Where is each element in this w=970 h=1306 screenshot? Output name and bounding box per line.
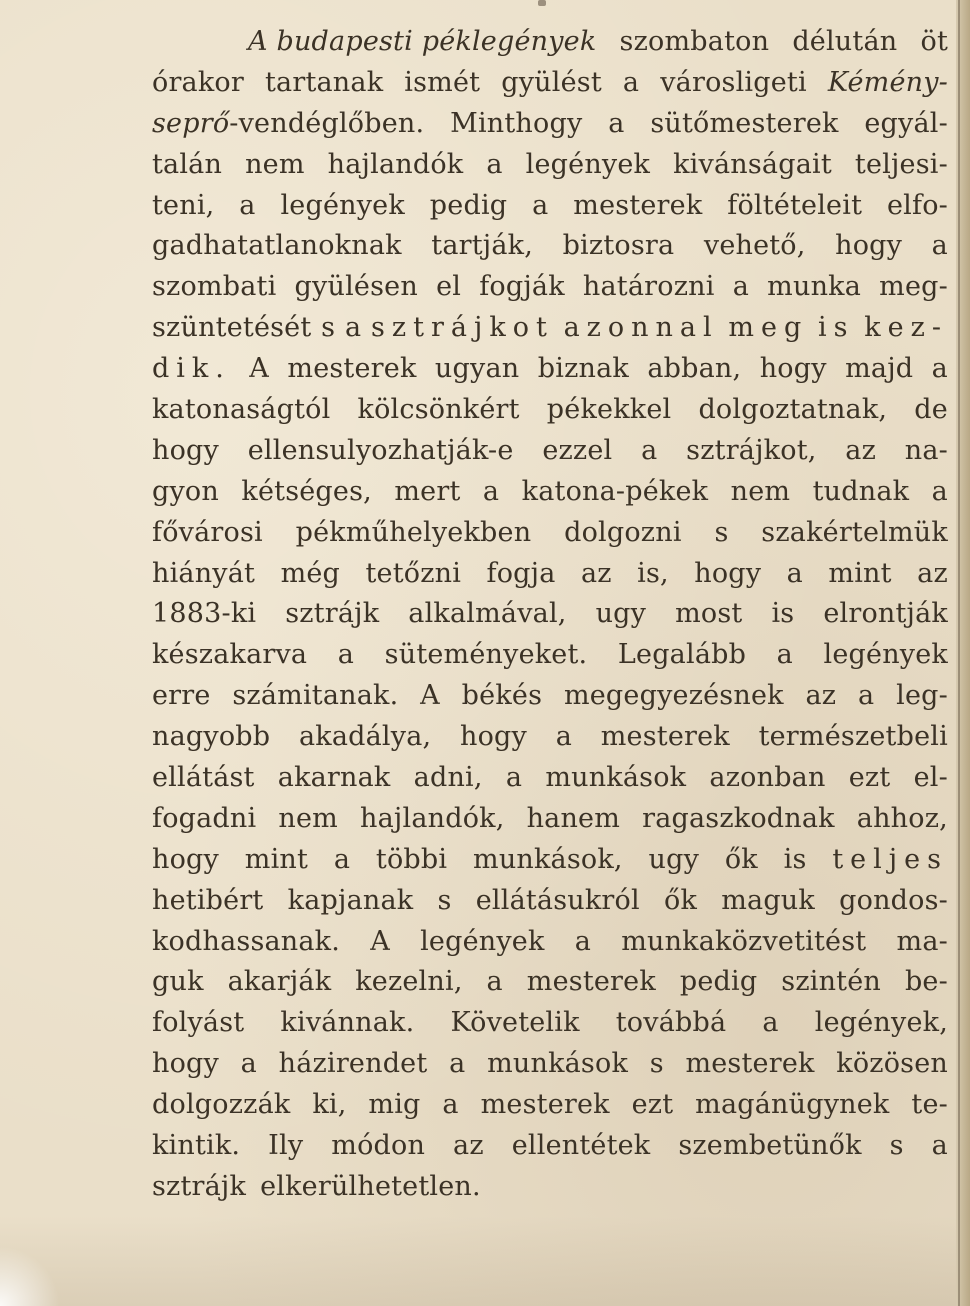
paper-highlight bbox=[0, 1246, 60, 1306]
word: s bbox=[889, 1130, 904, 1162]
text-line bbox=[152, 635, 948, 676]
word: ezt bbox=[631, 1089, 674, 1121]
word: ismét bbox=[404, 66, 481, 98]
word: az bbox=[580, 557, 612, 589]
word: ma- bbox=[896, 925, 948, 957]
text-line bbox=[152, 594, 948, 635]
word: a bbox=[486, 966, 503, 998]
word: egyál- bbox=[864, 107, 948, 139]
word: Követelik bbox=[450, 1007, 580, 1039]
text-line bbox=[152, 1126, 948, 1167]
word: leg- bbox=[896, 680, 948, 712]
word: közösen bbox=[836, 1048, 948, 1080]
word: ezzel bbox=[542, 434, 613, 466]
word: vehető, bbox=[703, 230, 806, 262]
word: mesterek bbox=[685, 1048, 815, 1080]
word: az bbox=[845, 434, 877, 466]
word: hiányát bbox=[152, 557, 256, 589]
word: békés bbox=[461, 680, 543, 712]
paper-shadow bbox=[0, 1216, 970, 1306]
word: a bbox=[574, 925, 592, 957]
word: szombaton bbox=[619, 26, 770, 57]
text-line bbox=[152, 676, 948, 717]
word: dolgozni bbox=[564, 516, 682, 548]
text-line bbox=[152, 186, 948, 227]
word: a bbox=[505, 762, 523, 794]
word: s bbox=[321, 312, 336, 344]
word: ellentétek bbox=[511, 1130, 651, 1162]
word: a bbox=[931, 230, 948, 262]
word: hogy bbox=[759, 353, 827, 385]
word: gadhatatlanoknak bbox=[152, 230, 402, 262]
word: tetőzni bbox=[365, 557, 462, 589]
text-line bbox=[152, 1167, 948, 1208]
word: ragaszkodnak bbox=[642, 802, 835, 834]
spaced-word: azonnal bbox=[563, 312, 719, 344]
word: mig bbox=[368, 1089, 421, 1121]
word: s bbox=[714, 516, 729, 548]
word: tartják, bbox=[431, 230, 534, 262]
word: munkások, bbox=[473, 843, 623, 875]
word: hogy bbox=[460, 721, 527, 753]
word: el bbox=[436, 271, 462, 303]
word: munkások bbox=[487, 1048, 629, 1080]
text-line bbox=[152, 513, 948, 554]
spaced-word: meg bbox=[728, 312, 809, 344]
word: biztosra bbox=[562, 230, 675, 262]
word: a bbox=[449, 1048, 466, 1080]
word: a bbox=[486, 148, 503, 180]
ink-speck bbox=[538, 0, 546, 6]
word: sztrájkot, bbox=[686, 434, 817, 466]
spaced-word: is bbox=[818, 312, 855, 344]
text-line bbox=[152, 63, 948, 104]
text-line bbox=[152, 390, 948, 431]
text-line bbox=[152, 922, 948, 963]
word-with-suffix bbox=[152, 104, 424, 145]
text-line bbox=[152, 22, 948, 63]
word: délután bbox=[792, 26, 898, 57]
word: föltételeit bbox=[727, 189, 863, 221]
word: ki, bbox=[312, 1089, 347, 1121]
word: s bbox=[437, 884, 452, 916]
word: fogják bbox=[479, 271, 565, 303]
text-line bbox=[152, 226, 948, 267]
word: kivánnak. bbox=[280, 1007, 415, 1039]
word: folyást bbox=[152, 1007, 245, 1039]
word: munkások bbox=[545, 762, 687, 794]
word: fővárosi bbox=[152, 516, 263, 548]
word: sztrájk bbox=[152, 1170, 247, 1202]
word: kintik. bbox=[152, 1130, 241, 1162]
word: akarják bbox=[227, 966, 332, 998]
text-line bbox=[152, 962, 948, 1003]
italic-word: seprő bbox=[152, 107, 230, 139]
spaced-word: dik. bbox=[152, 353, 231, 385]
italic-word: A budapesti péklegények bbox=[248, 26, 597, 57]
word: megegyezésnek bbox=[563, 680, 784, 712]
word: legények bbox=[525, 148, 651, 180]
word: A bbox=[370, 925, 390, 957]
word: a bbox=[931, 353, 948, 385]
word: sztrájk bbox=[285, 598, 380, 630]
text-line bbox=[152, 758, 948, 799]
word: kivánságait bbox=[673, 148, 832, 180]
word: teljesi- bbox=[854, 148, 948, 180]
word: a bbox=[608, 107, 625, 139]
word: de bbox=[914, 394, 948, 426]
text-line bbox=[152, 881, 948, 922]
word: hogy bbox=[835, 230, 903, 262]
word: hogy bbox=[152, 843, 219, 875]
word: ők bbox=[664, 884, 698, 916]
word: módon bbox=[331, 1130, 426, 1162]
word: munkaközvetitést bbox=[621, 925, 867, 957]
word: a bbox=[776, 639, 793, 671]
word: a bbox=[858, 680, 875, 712]
word: legények bbox=[420, 925, 545, 957]
word: a bbox=[532, 189, 549, 221]
text-line bbox=[152, 145, 948, 186]
word: a bbox=[931, 475, 948, 507]
word: a bbox=[240, 1048, 257, 1080]
word: városligeti bbox=[660, 66, 807, 98]
word: hogy bbox=[694, 557, 762, 589]
word: ahhoz, bbox=[856, 802, 948, 834]
word: is, bbox=[637, 557, 669, 589]
word: szintén bbox=[781, 966, 881, 998]
word-suffix: -vendéglőben. bbox=[229, 107, 425, 139]
word: a bbox=[786, 557, 803, 589]
word: nagyobb bbox=[152, 721, 271, 753]
word: elkerülhetetlen. bbox=[260, 1170, 481, 1202]
word: a bbox=[622, 66, 640, 98]
word: kapjanak bbox=[287, 884, 414, 916]
text-line bbox=[152, 472, 948, 513]
word: továbbá bbox=[615, 1007, 727, 1039]
word: adni, bbox=[413, 762, 483, 794]
word: hajlandók, bbox=[360, 802, 505, 834]
spaced-word: teljes bbox=[832, 843, 948, 875]
word: a bbox=[344, 312, 362, 344]
text-line bbox=[152, 554, 948, 595]
word: szembetünők bbox=[678, 1130, 862, 1162]
word: a bbox=[337, 639, 355, 671]
word: dolgoztatnak, bbox=[698, 394, 888, 426]
word: Legalább bbox=[617, 639, 747, 671]
word: Minthogy bbox=[450, 107, 583, 139]
word: tartanak bbox=[265, 66, 384, 98]
word: nem bbox=[730, 475, 791, 507]
word: a bbox=[442, 1089, 459, 1121]
word: biznak bbox=[537, 353, 629, 385]
text-line bbox=[152, 1003, 948, 1044]
word: süteményeket. bbox=[384, 639, 588, 671]
word: Ily bbox=[268, 1130, 304, 1162]
word: 1883-ki bbox=[152, 598, 257, 630]
word: az bbox=[917, 557, 948, 589]
word: meg- bbox=[879, 271, 948, 303]
spaced-word: sztrájkot bbox=[371, 312, 554, 344]
word: gyülésen bbox=[294, 271, 418, 303]
word: legények bbox=[823, 639, 948, 671]
word: gyon bbox=[152, 475, 219, 507]
word: pékműhelyekben bbox=[295, 516, 532, 548]
word: hajlandók bbox=[327, 148, 464, 180]
word: mesterek bbox=[287, 353, 417, 385]
column-rule bbox=[958, 0, 960, 1306]
word: hanem bbox=[526, 802, 621, 834]
word: a bbox=[732, 271, 750, 303]
text-line bbox=[152, 717, 948, 758]
word: természetbeli bbox=[758, 721, 948, 753]
word: fogja bbox=[486, 557, 556, 589]
word: fogadni bbox=[152, 802, 257, 834]
word: gyülést bbox=[501, 66, 602, 98]
word: szakértelmük bbox=[761, 516, 948, 548]
word: hogy bbox=[152, 434, 219, 466]
word: el- bbox=[913, 762, 948, 794]
word: még bbox=[280, 557, 341, 589]
word: a bbox=[239, 189, 256, 221]
word: kétséges, bbox=[241, 475, 372, 507]
word: a bbox=[555, 721, 573, 753]
word: hogy bbox=[152, 1048, 219, 1080]
word: a bbox=[482, 475, 500, 507]
word: ugyan bbox=[434, 353, 520, 385]
word: határozni bbox=[582, 271, 715, 303]
word: be- bbox=[904, 966, 948, 998]
word: na- bbox=[904, 434, 948, 466]
word: dolgozzák bbox=[152, 1089, 291, 1121]
word: ők bbox=[724, 843, 758, 875]
word: ugy bbox=[595, 598, 647, 630]
word: s bbox=[649, 1048, 664, 1080]
word: ellátásukról bbox=[475, 884, 640, 916]
word: is bbox=[771, 598, 795, 630]
word: A bbox=[420, 680, 440, 712]
text-line bbox=[152, 840, 948, 881]
word: ezt bbox=[848, 762, 891, 794]
text-line bbox=[152, 104, 948, 145]
text-line bbox=[152, 1044, 948, 1085]
word: legények bbox=[280, 189, 405, 221]
word: ellátást bbox=[152, 762, 255, 794]
word: mesterek bbox=[480, 1089, 610, 1121]
word: erre bbox=[152, 680, 211, 712]
text-line bbox=[152, 1085, 948, 1126]
text-line bbox=[152, 799, 948, 840]
word: maguk bbox=[721, 884, 815, 916]
word: abban, bbox=[647, 353, 742, 385]
word: mert bbox=[394, 475, 461, 507]
word: legények, bbox=[814, 1007, 948, 1039]
word: pékekkel bbox=[546, 394, 672, 426]
word: gondos- bbox=[839, 884, 948, 916]
word: teni, bbox=[152, 189, 215, 221]
word: mint bbox=[244, 843, 309, 875]
word: mesterek bbox=[600, 721, 730, 753]
word: készakarva bbox=[152, 639, 308, 671]
word: számitanak. bbox=[232, 680, 399, 712]
word: katonaságtól bbox=[152, 394, 331, 426]
text-line bbox=[152, 267, 948, 308]
word: most bbox=[675, 598, 743, 630]
word: házirendet bbox=[278, 1048, 428, 1080]
word: pedig bbox=[429, 189, 508, 221]
word: kölcsönkért bbox=[357, 394, 520, 426]
word: elrontják bbox=[823, 598, 948, 630]
word: magánügynek bbox=[695, 1089, 890, 1121]
text-line bbox=[152, 349, 948, 390]
word: akarnak bbox=[277, 762, 391, 794]
word: A bbox=[249, 353, 269, 385]
word: órakor bbox=[152, 66, 244, 98]
italic-word: Kémény- bbox=[827, 66, 948, 98]
word: mesterek bbox=[526, 966, 656, 998]
word: sütőmesterek bbox=[650, 107, 839, 139]
word: akadálya, bbox=[298, 721, 432, 753]
word: kodhassanak. bbox=[152, 925, 341, 957]
word: munka bbox=[767, 271, 862, 303]
text-line bbox=[152, 431, 948, 472]
spaced-word: kez- bbox=[864, 312, 948, 344]
word: ellensulyozhatják-e bbox=[247, 434, 514, 466]
word: kezelni, bbox=[355, 966, 463, 998]
word: talán bbox=[152, 148, 223, 180]
word: azonban bbox=[709, 762, 826, 794]
word: hetibért bbox=[152, 884, 264, 916]
word: katona-pékek bbox=[521, 475, 709, 507]
word: az bbox=[453, 1130, 484, 1162]
word: mint bbox=[828, 557, 892, 589]
word: te- bbox=[911, 1089, 948, 1121]
word: az bbox=[805, 680, 837, 712]
word: elfo- bbox=[886, 189, 948, 221]
word: a bbox=[931, 1130, 948, 1162]
word: a bbox=[333, 843, 351, 875]
word: nem bbox=[245, 148, 305, 180]
word: pedig bbox=[679, 966, 758, 998]
word: nem bbox=[278, 802, 338, 834]
word: majd bbox=[845, 353, 914, 385]
word: guk bbox=[152, 966, 204, 998]
word: szüntetését bbox=[152, 312, 312, 344]
word: a bbox=[641, 434, 658, 466]
word: szombati bbox=[152, 271, 277, 303]
word: a bbox=[762, 1007, 779, 1039]
word: is bbox=[783, 843, 807, 875]
word: tudnak bbox=[812, 475, 910, 507]
word: többi bbox=[375, 843, 448, 875]
word: öt bbox=[920, 26, 948, 57]
text-line bbox=[152, 308, 948, 349]
word: mesterek bbox=[573, 189, 703, 221]
word: alkalmával, bbox=[408, 598, 567, 630]
word: ugy bbox=[648, 843, 700, 875]
article-text bbox=[152, 22, 948, 1208]
